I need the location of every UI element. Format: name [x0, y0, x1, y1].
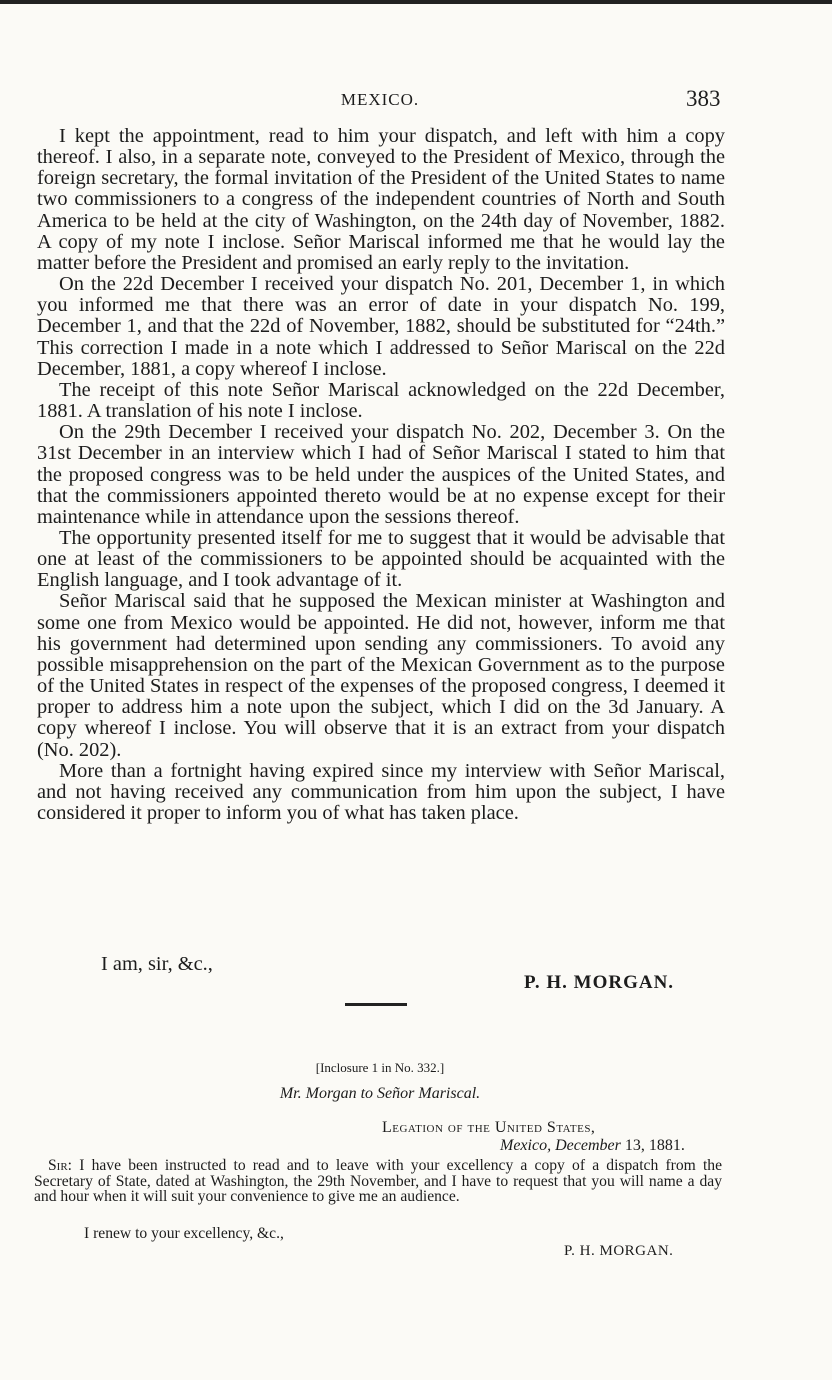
section-divider	[345, 1003, 407, 1006]
paragraph: More than a fortnight having expired since my interview with Señor Mariscal, and not having received any communication from him upon the subject, I have considered it proper to inform you of what has taken place.	[37, 759, 725, 824]
paragraph: On the 22d December I received your dispatch No. 201, December 1, in which you informed me that there was an error of date in your dispatch No. 199, December 1, and that the 22d of November, 1882, should be substituted for “24th.” This correction I made in a note which I addressed to Señor Mariscal on the 22d December, 1881, a copy whereof I inclose.	[37, 273, 725, 380]
body-text	[37, 126, 725, 824]
paragraph: I kept the appointment, read to him your dispatch, and left with him a copy thereof. I also, in a separate note, conveyed to the President of Mexico, through the foreign secretary, the formal invitation of the President of the United States to name two commissioners to a congress of the independent countries of North and South America to be held at the city of Washington, on the 24th day of November, 1882. A copy of my note I inclose. Señor Mariscal informed me that he would lay the matter before the President and promised an early reply to the invitation.	[37, 125, 725, 274]
salutation: Sir:	[48, 1157, 73, 1174]
running-title: MEXICO.	[340, 90, 420, 109]
signature: P. H. MORGAN.	[524, 972, 675, 993]
paragraph: Señor Mariscal said that he supposed the Mexican minister at Washington and some one from Mexico would be appointed. He did not, however, inform me that his government had determined upon sending any commissioners. To avoid any possible misapprehension on the part of the Mexican Government as to the purpose of the United States in respect of the expenses of the proposed congress, I deemed it proper to address him a note upon the subject, which I did on the 3d January. A copy whereof I inclose. You will observe that it is an extract from your dispatch (No. 202).	[37, 590, 725, 761]
inclosure-paragraph	[34, 1158, 722, 1205]
letter-closing: I am, sir, &c.,	[101, 953, 213, 975]
inclosure-body: I have been instructed to read and to leave with your excellency a copy of a dispatch from the Secretary of State, dated at Washington, the 29th November, and I have to request that you will name a day and hour when it will suit your convenience to give me an audience.	[34, 1157, 722, 1206]
dateline	[500, 1137, 685, 1155]
inclosure-closing: I renew to your excellency, &c.,	[84, 1225, 284, 1242]
paragraph: The receipt of this note Señor Mariscal acknowledged on the 22d December, 1881. A translation of his note I inclose.	[37, 378, 725, 423]
inclosure-signature: P. H. MORGAN.	[564, 1243, 674, 1259]
dateline-date: 13, 1881.	[624, 1137, 685, 1154]
legation-heading: Legation of the United States,	[382, 1119, 596, 1136]
dateline-place: Mexico, December	[500, 1137, 621, 1154]
inclosure-note: [Inclosure 1 in No. 332.]	[315, 1060, 445, 1075]
page-top-border	[0, 0, 832, 4]
page-header	[0, 86, 832, 116]
paragraph: On the 29th December I received your dispatch No. 202, December 3. On the 31st December in an interview which I had of Señor Mariscal I stated to him that the proposed congress was to be held under the auspices of the United States, and that the commissioners appointed thereto would be at no expense except for their maintenance while in attendance upon the sessions thereof.	[37, 421, 725, 528]
inclosure-letter	[34, 1158, 722, 1205]
paragraph: The opportunity presented itself for me to suggest that it would be advisable that one at least of the commissioners to be appointed should be acquainted with the English language, and I took advantage of it.	[37, 526, 725, 592]
page-number: 383	[686, 86, 721, 111]
inclosure-title: Mr. Morgan to Señor Mariscal.	[279, 1085, 481, 1102]
